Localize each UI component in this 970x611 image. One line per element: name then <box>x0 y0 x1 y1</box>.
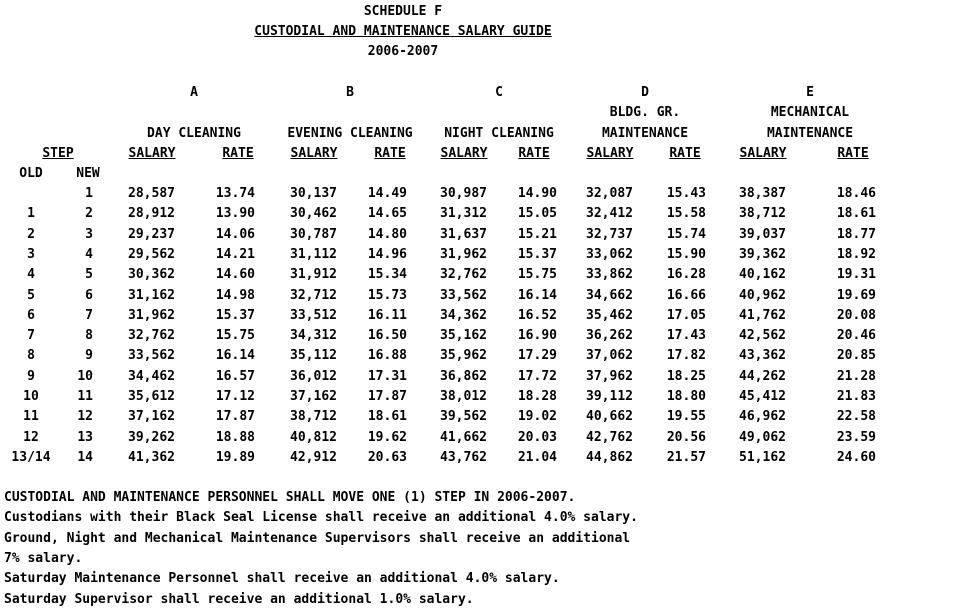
rate-cell: 19.31 <box>836 267 876 282</box>
new-step-cell: 10 <box>77 369 93 384</box>
group-title-line2: EVENING CLEANING <box>287 126 413 141</box>
rate-cell: 17.87 <box>215 409 255 424</box>
salary-header: SALARY <box>739 146 787 161</box>
rate-header: RATE <box>374 146 406 161</box>
salary-cell: 30,987 <box>440 186 487 201</box>
salary-cell: 40,162 <box>739 267 786 282</box>
salary-cell: 35,612 <box>128 389 175 404</box>
rate-cell: 15.58 <box>666 206 706 221</box>
rate-cell: 14.80 <box>367 227 407 242</box>
salary-cell: 32,712 <box>290 288 337 303</box>
salary-cell: 44,862 <box>586 450 633 465</box>
rate-cell: 15.75 <box>215 328 255 343</box>
schedule-year: 2006-2007 <box>367 44 439 59</box>
salary-cell: 39,562 <box>440 409 487 424</box>
salary-cell: 33,512 <box>290 308 337 323</box>
rate-cell: 16.28 <box>666 267 706 282</box>
rate-cell: 21.83 <box>836 389 876 404</box>
rate-cell: 15.43 <box>666 186 706 201</box>
salary-cell: 38,712 <box>290 409 337 424</box>
new-step-cell: 2 <box>85 206 93 221</box>
salary-cell: 31,962 <box>440 247 487 262</box>
rate-cell: 22.58 <box>836 409 876 424</box>
salary-cell: 33,562 <box>128 348 175 363</box>
salary-cell: 33,862 <box>586 267 633 282</box>
salary-cell: 33,062 <box>586 247 633 262</box>
group-title-line2: NIGHT CLEANING <box>444 126 554 141</box>
salary-cell: 35,462 <box>586 308 633 323</box>
rate-cell: 14.65 <box>367 206 407 221</box>
rate-cell: 14.21 <box>215 247 255 262</box>
group-letter: D <box>641 85 649 100</box>
old-step-cell: 5 <box>27 288 35 303</box>
rate-cell: 17.43 <box>666 328 706 343</box>
salary-cell: 32,737 <box>586 227 633 242</box>
old-step-cell: 13/14 <box>11 450 51 465</box>
rate-cell: 15.37 <box>215 308 255 323</box>
new-step-cell: 8 <box>85 328 93 343</box>
new-step-cell: 6 <box>85 288 93 303</box>
rate-cell: 21.04 <box>517 450 557 465</box>
rate-cell: 18.88 <box>215 430 255 445</box>
salary-cell: 28,912 <box>128 206 175 221</box>
rate-cell: 19.02 <box>517 409 557 424</box>
rate-cell: 18.28 <box>517 389 557 404</box>
salary-cell: 31,637 <box>440 227 487 242</box>
rate-cell: 20.56 <box>666 430 706 445</box>
salary-cell: 38,387 <box>739 186 786 201</box>
rate-cell: 14.90 <box>517 186 557 201</box>
rate-cell: 16.90 <box>517 328 557 343</box>
rate-cell: 20.46 <box>836 328 876 343</box>
note-line: 7% salary. <box>4 551 83 566</box>
group-title-line2: MAINTENANCE <box>766 126 854 141</box>
rate-header: RATE <box>222 146 254 161</box>
new-step-cell: 11 <box>77 389 93 404</box>
rate-cell: 17.87 <box>367 389 407 404</box>
old-step-cell: 4 <box>27 267 35 282</box>
rate-cell: 14.98 <box>215 288 255 303</box>
rate-header: RATE <box>669 146 701 161</box>
rate-cell: 19.62 <box>367 430 407 445</box>
rate-cell: 16.50 <box>367 328 407 343</box>
rate-cell: 16.57 <box>215 369 255 384</box>
rate-cell: 15.34 <box>367 267 407 282</box>
rate-cell: 17.05 <box>666 308 706 323</box>
salary-cell: 38,012 <box>440 389 487 404</box>
rate-cell: 21.28 <box>836 369 876 384</box>
group-letter: C <box>495 85 503 100</box>
rate-cell: 17.82 <box>666 348 706 363</box>
group-title-line1: BLDG. GR. <box>609 105 681 120</box>
salary-cell: 42,562 <box>739 328 786 343</box>
old-step-cell: 3 <box>27 247 35 262</box>
rate-cell: 15.74 <box>666 227 706 242</box>
salary-cell: 41,662 <box>440 430 487 445</box>
old-step-cell: 11 <box>23 409 39 424</box>
salary-cell: 28,587 <box>128 186 175 201</box>
group-letter: B <box>346 85 354 100</box>
new-step-cell: 1 <box>85 186 93 201</box>
salary-cell: 32,762 <box>440 267 487 282</box>
rate-cell: 16.14 <box>517 288 557 303</box>
rate-cell: 19.55 <box>666 409 706 424</box>
new-step-cell: 12 <box>77 409 93 424</box>
salary-cell: 31,162 <box>128 288 175 303</box>
rate-cell: 17.12 <box>215 389 255 404</box>
salary-cell: 31,912 <box>290 267 337 282</box>
old-step-cell: 10 <box>23 389 39 404</box>
rate-cell: 15.75 <box>517 267 557 282</box>
rate-cell: 20.63 <box>367 450 407 465</box>
group-letter: E <box>806 85 814 100</box>
rate-cell: 20.85 <box>836 348 876 363</box>
salary-cell: 35,112 <box>290 348 337 363</box>
note-line: Saturday Supervisor shall receive an additional 1.0% salary. <box>4 592 474 607</box>
new-step-cell: 3 <box>85 227 93 242</box>
rate-cell: 18.80 <box>666 389 706 404</box>
old-step-cell: 9 <box>27 369 35 384</box>
old-step-cell: 2 <box>27 227 35 242</box>
salary-cell: 29,562 <box>128 247 175 262</box>
salary-cell: 34,462 <box>128 369 175 384</box>
note-line: CUSTODIAL AND MAINTENANCE PERSONNEL SHALL MOVE ONE (1) STEP IN 2006-2007. <box>4 490 576 505</box>
rate-cell: 14.49 <box>367 186 407 201</box>
salary-cell: 42,762 <box>586 430 633 445</box>
salary-cell: 37,062 <box>586 348 633 363</box>
salary-header: SALARY <box>128 146 176 161</box>
salary-cell: 31,962 <box>128 308 175 323</box>
salary-cell: 44,262 <box>739 369 786 384</box>
salary-header: SALARY <box>290 146 338 161</box>
schedule-subtitle: CUSTODIAL AND MAINTENANCE SALARY GUIDE <box>254 24 552 39</box>
salary-cell: 32,087 <box>586 186 633 201</box>
rate-cell: 19.69 <box>836 288 876 303</box>
salary-cell: 37,162 <box>128 409 175 424</box>
rate-cell: 15.37 <box>517 247 557 262</box>
old-step-cell: 12 <box>23 430 39 445</box>
salary-cell: 32,762 <box>128 328 175 343</box>
salary-cell: 34,312 <box>290 328 337 343</box>
rate-cell: 19.89 <box>215 450 255 465</box>
rate-cell: 13.74 <box>215 186 255 201</box>
salary-cell: 39,362 <box>739 247 786 262</box>
new-step-cell: 4 <box>85 247 93 262</box>
salary-cell: 33,562 <box>440 288 487 303</box>
rate-cell: 17.29 <box>517 348 557 363</box>
salary-cell: 43,362 <box>739 348 786 363</box>
rate-cell: 14.96 <box>367 247 407 262</box>
group-title-line1: MECHANICAL <box>770 105 850 120</box>
new-step-cell: 5 <box>85 267 93 282</box>
salary-cell: 41,762 <box>739 308 786 323</box>
salary-cell: 42,912 <box>290 450 337 465</box>
rate-cell: 17.72 <box>517 369 557 384</box>
rate-cell: 16.66 <box>666 288 706 303</box>
group-title-line2: DAY CLEANING <box>147 126 241 141</box>
new-step-cell: 14 <box>77 450 93 465</box>
salary-cell: 39,112 <box>586 389 633 404</box>
rate-cell: 18.61 <box>367 409 407 424</box>
note-line: Custodians with their Black Seal License shall receive an additional 4.0% salary. <box>4 510 638 525</box>
rate-cell: 23.59 <box>836 430 876 445</box>
rate-cell: 24.60 <box>836 450 876 465</box>
rate-cell: 20.08 <box>836 308 876 323</box>
salary-header: SALARY <box>586 146 634 161</box>
rate-header: RATE <box>518 146 550 161</box>
salary-cell: 36,012 <box>290 369 337 384</box>
rate-cell: 18.92 <box>836 247 876 262</box>
salary-cell: 34,362 <box>440 308 487 323</box>
rate-cell: 13.90 <box>215 206 255 221</box>
rate-cell: 15.73 <box>367 288 407 303</box>
salary-cell: 31,112 <box>290 247 337 262</box>
salary-cell: 39,037 <box>739 227 786 242</box>
rate-cell: 15.05 <box>517 206 557 221</box>
salary-cell: 36,262 <box>586 328 633 343</box>
new-step-cell: 9 <box>85 348 93 363</box>
schedule-title: SCHEDULE F <box>363 4 443 19</box>
salary-cell: 30,137 <box>290 186 337 201</box>
rate-cell: 14.60 <box>215 267 255 282</box>
rate-cell: 18.46 <box>836 186 876 201</box>
salary-cell: 51,162 <box>739 450 786 465</box>
rate-cell: 16.88 <box>367 348 407 363</box>
old-step-cell: 8 <box>27 348 35 363</box>
rate-cell: 15.90 <box>666 247 706 262</box>
salary-cell: 29,237 <box>128 227 175 242</box>
new-step-cell: 7 <box>85 308 93 323</box>
rate-cell: 20.03 <box>517 430 557 445</box>
note-line: Saturday Maintenance Personnel shall receive an additional 4.0% salary. <box>4 571 560 586</box>
salary-cell: 37,162 <box>290 389 337 404</box>
salary-cell: 37,962 <box>586 369 633 384</box>
rate-cell: 16.14 <box>215 348 255 363</box>
rate-cell: 15.21 <box>517 227 557 242</box>
note-line: Ground, Night and Mechanical Maintenance Supervisors shall receive an additional <box>4 531 631 546</box>
salary-cell: 35,162 <box>440 328 487 343</box>
rate-header: RATE <box>837 146 869 161</box>
salary-cell: 32,412 <box>586 206 633 221</box>
rate-cell: 16.52 <box>517 308 557 323</box>
group-title-line2: MAINTENANCE <box>601 126 689 141</box>
group-letter: A <box>190 85 198 100</box>
salary-cell: 49,062 <box>739 430 786 445</box>
rate-cell: 18.25 <box>666 369 706 384</box>
rate-cell: 18.61 <box>836 206 876 221</box>
salary-header: SALARY <box>440 146 488 161</box>
salary-cell: 39,262 <box>128 430 175 445</box>
salary-cell: 36,862 <box>440 369 487 384</box>
salary-cell: 40,812 <box>290 430 337 445</box>
rate-cell: 14.06 <box>215 227 255 242</box>
salary-cell: 45,412 <box>739 389 786 404</box>
old-step-cell: 6 <box>27 308 35 323</box>
old-step-cell: 1 <box>27 206 35 221</box>
salary-cell: 43,762 <box>440 450 487 465</box>
salary-cell: 30,787 <box>290 227 337 242</box>
salary-cell: 46,962 <box>739 409 786 424</box>
salary-cell: 30,462 <box>290 206 337 221</box>
salary-cell: 34,662 <box>586 288 633 303</box>
rate-cell: 18.77 <box>836 227 876 242</box>
rate-cell: 17.31 <box>367 369 407 384</box>
new-step-header: NEW <box>76 166 100 181</box>
old-step-header: OLD <box>19 166 43 181</box>
salary-cell: 30,362 <box>128 267 175 282</box>
old-step-cell: 7 <box>27 328 35 343</box>
new-step-cell: 13 <box>77 430 93 445</box>
salary-cell: 38,712 <box>739 206 786 221</box>
rate-cell: 16.11 <box>367 308 407 323</box>
salary-cell: 40,662 <box>586 409 633 424</box>
salary-cell: 31,312 <box>440 206 487 221</box>
salary-cell: 41,362 <box>128 450 175 465</box>
step-header: STEP <box>42 146 74 161</box>
salary-cell: 40,962 <box>739 288 786 303</box>
rate-cell: 21.57 <box>666 450 706 465</box>
salary-cell: 35,962 <box>440 348 487 363</box>
